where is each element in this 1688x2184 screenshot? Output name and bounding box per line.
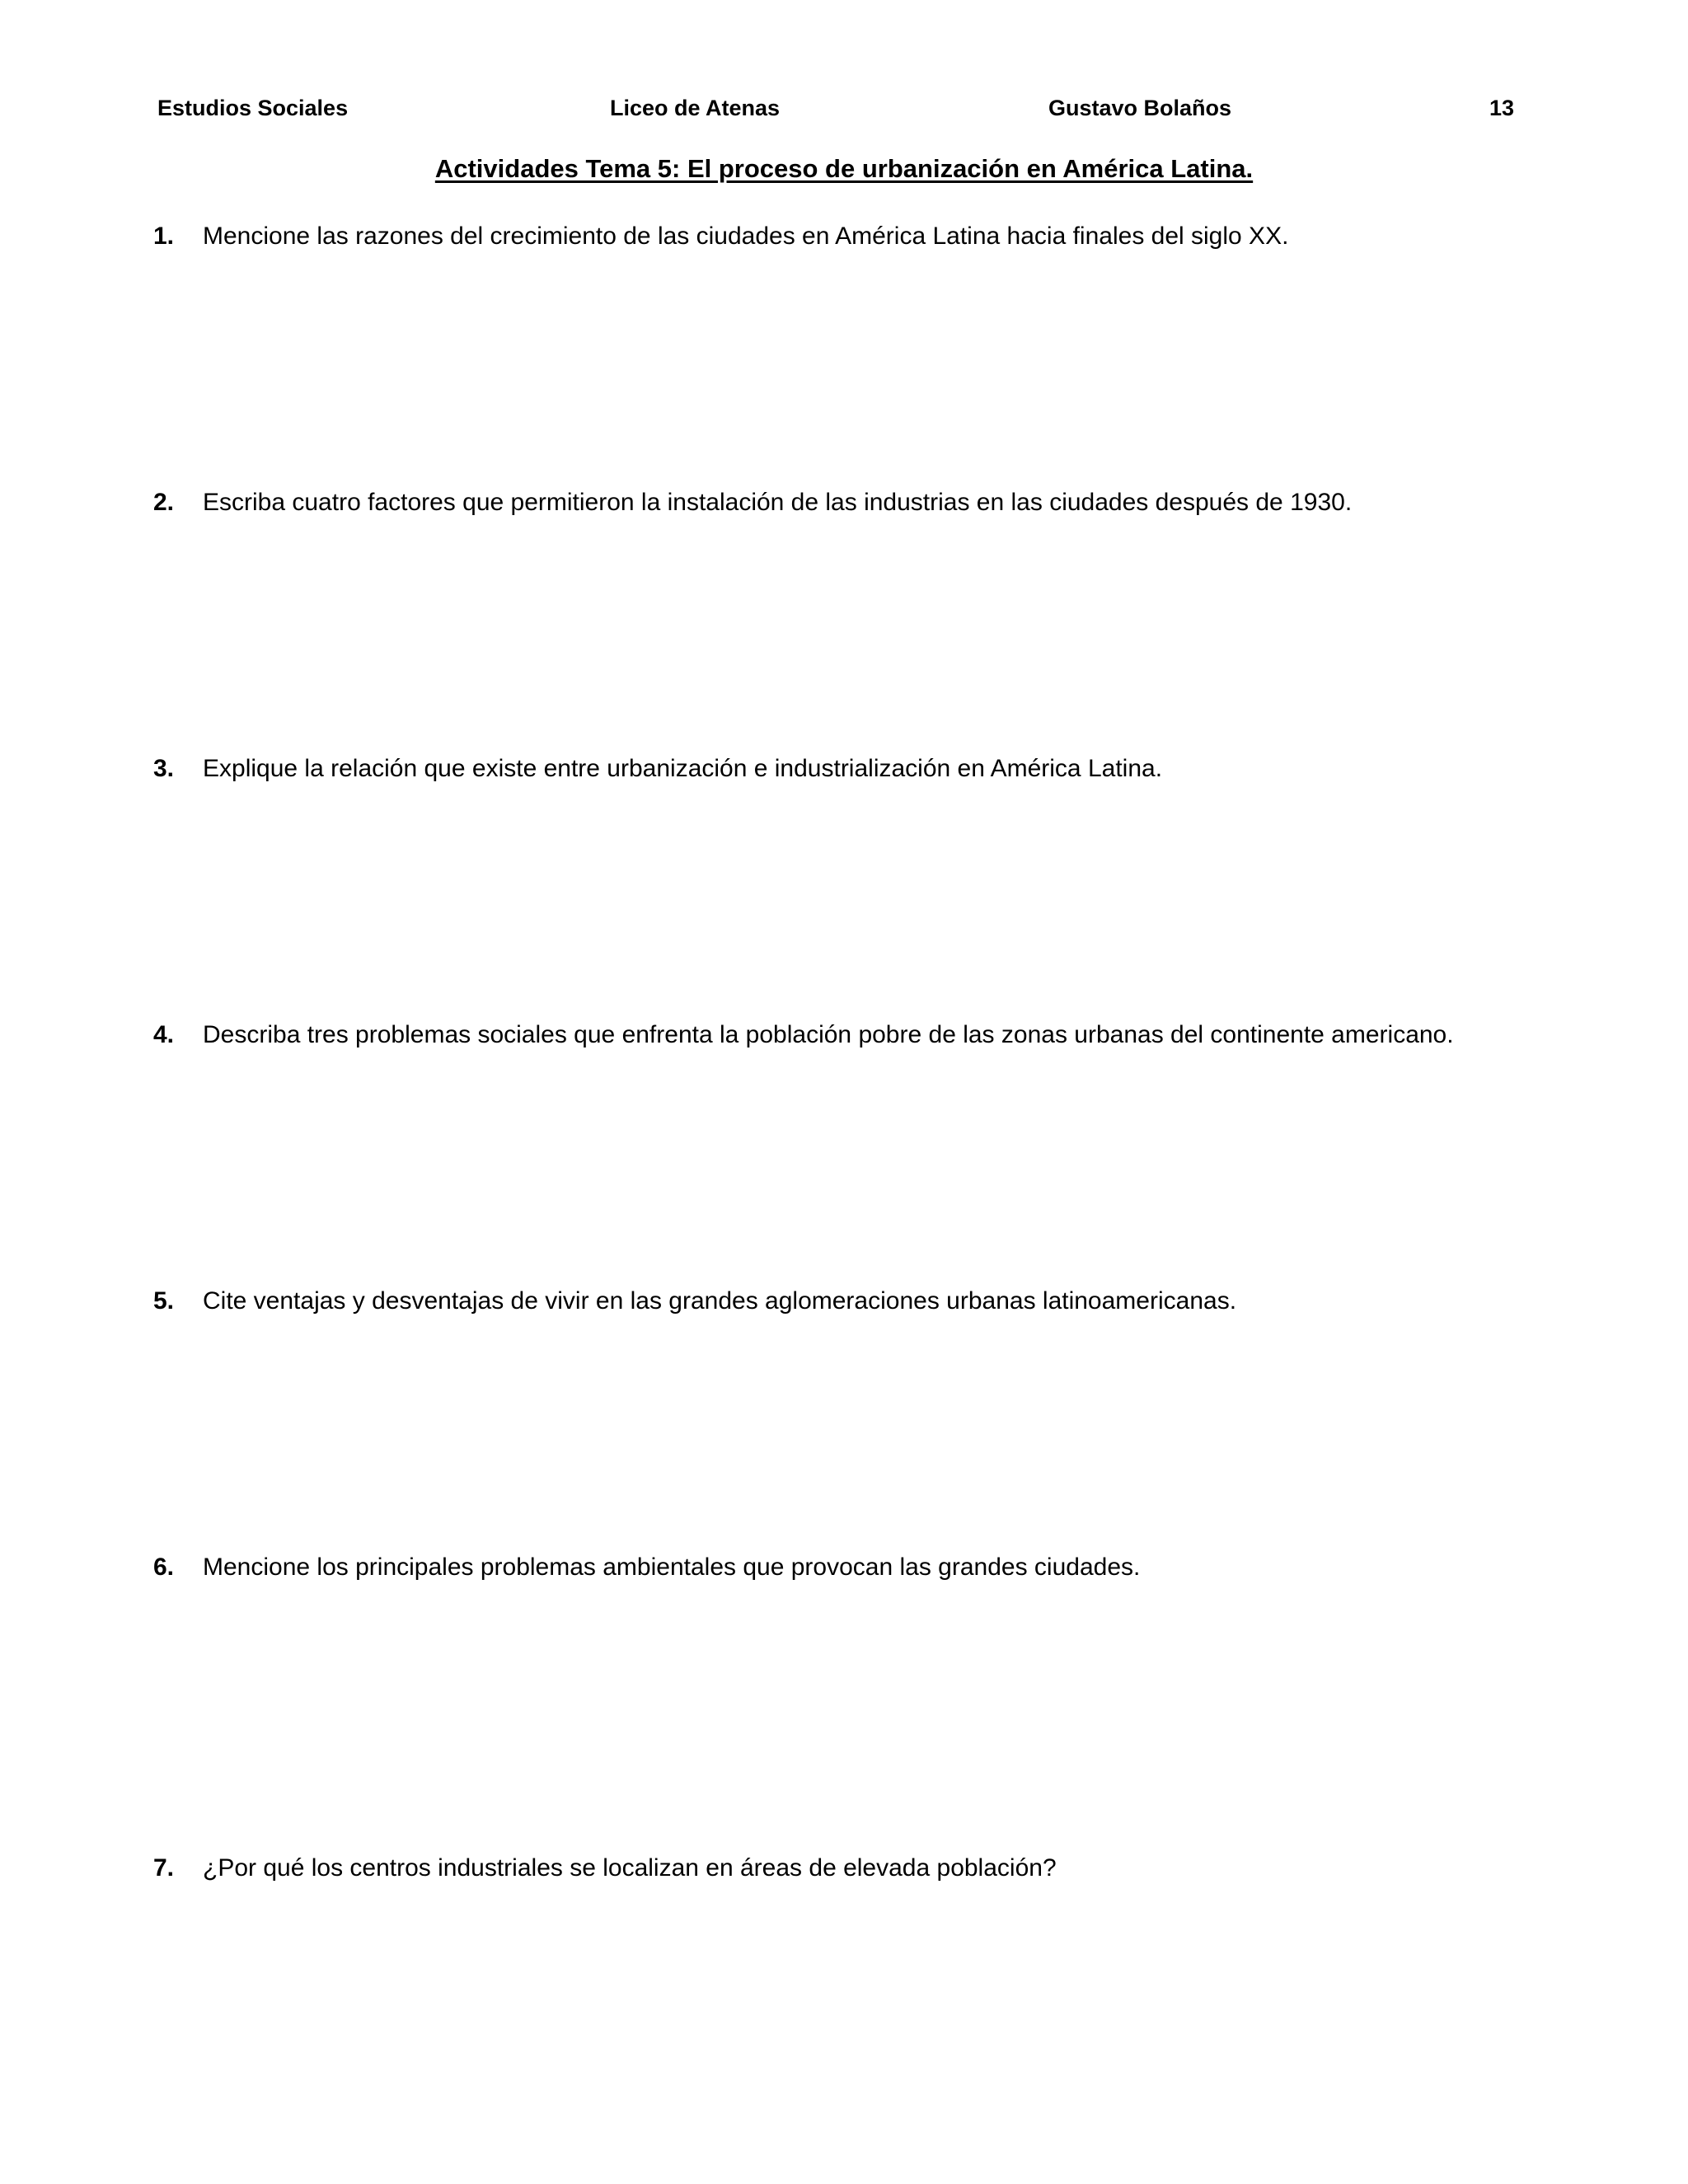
- question-item: [153, 1854, 1554, 1896]
- question-number: 3.: [153, 755, 175, 782]
- question-item: [153, 1554, 1554, 1595]
- question-item: [153, 755, 1554, 796]
- question-text: Mencione los principales problemas ambientales que provocan las grandes ciudades.: [203, 1554, 1141, 1581]
- question-text: Describa tres problemas sociales que enfrenta la población pobre de las zonas urbanas del continente americano.: [203, 1021, 1454, 1048]
- question-item: [153, 1287, 1554, 1329]
- question-text: ¿Por qué los centros industriales se localizan en áreas de elevada población?: [203, 1854, 1057, 1882]
- page-title: Actividades Tema 5: El proceso de urbanización en América Latina.: [434, 154, 1254, 183]
- header-author: Gustavo Bolaños: [1048, 96, 1232, 120]
- question-number: 2.: [153, 489, 175, 516]
- question-number: 1.: [153, 223, 175, 250]
- question-text: Cite ventajas y desventajas de vivir en las grandes aglomeraciones urbanas latinoamericanas.: [203, 1287, 1237, 1315]
- header-school: Liceo de Atenas: [610, 96, 781, 120]
- question-number: 6.: [153, 1554, 175, 1581]
- question-text: Escriba cuatro factores que permitieron la instalación de las industrias en las ciudades después de 1930.: [203, 489, 1353, 516]
- question-item: [153, 223, 1554, 264]
- question-number: 4.: [153, 1021, 175, 1048]
- question-text: Mencione las razones del crecimiento de las ciudades en América Latina hacia finales del siglo XX.: [203, 223, 1289, 250]
- page-header: [0, 96, 1688, 129]
- header-subject: Estudios Sociales: [157, 96, 349, 120]
- header-page-number: 13: [1489, 96, 1515, 120]
- question-item: [153, 1021, 1554, 1062]
- question-text: Explique la relación que existe entre urbanización e industrialización en América Latina.: [203, 755, 1163, 782]
- question-number: 7.: [153, 1854, 175, 1882]
- question-number: 5.: [153, 1287, 175, 1315]
- question-item: [153, 489, 1554, 530]
